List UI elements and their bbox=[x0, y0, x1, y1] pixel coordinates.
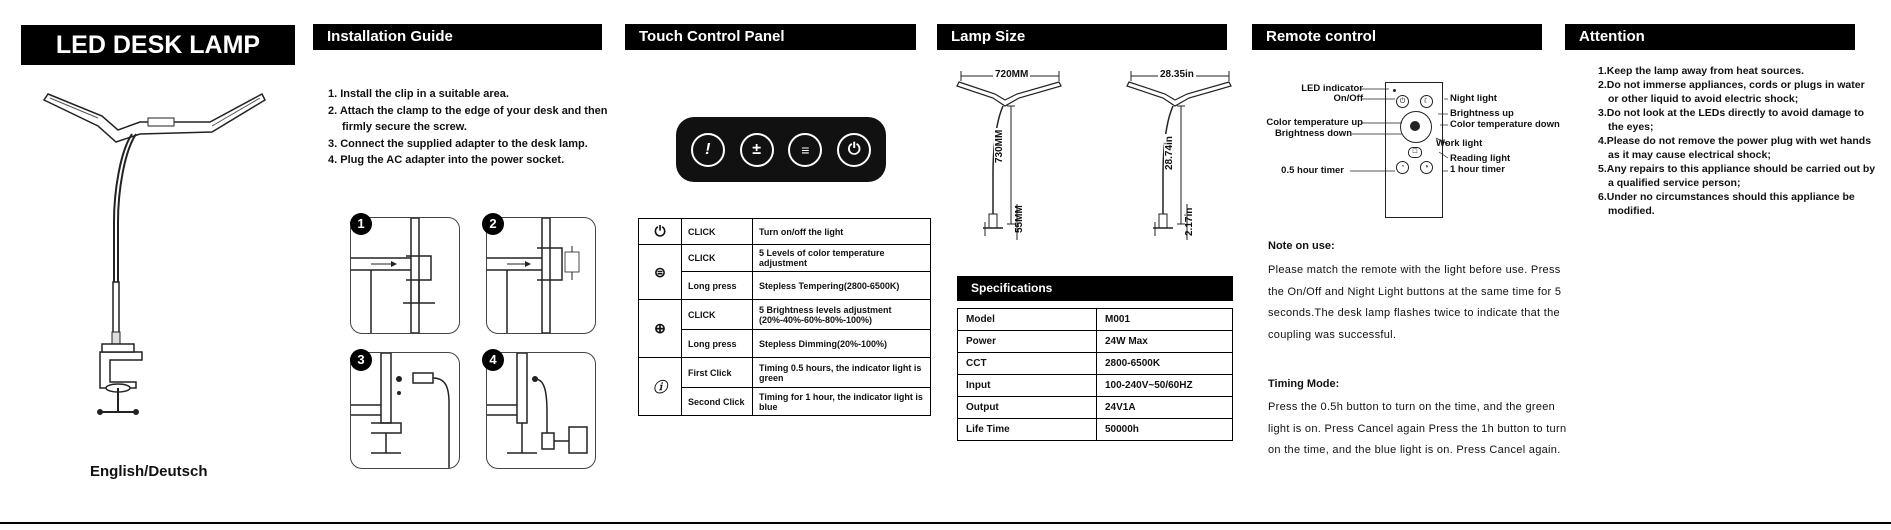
power-icon: ⏻ bbox=[1396, 95, 1409, 108]
language-label: English/Deutsch bbox=[90, 463, 208, 480]
brightness-icon: ± bbox=[740, 133, 774, 167]
imperial-width-label: 28.35in bbox=[1160, 69, 1194, 80]
one-hour-timer-label: 1 hour timer bbox=[1450, 164, 1505, 175]
clamp-tighten-drawing bbox=[487, 218, 595, 333]
product-title-banner bbox=[21, 25, 295, 65]
power-icon: ⏻ bbox=[654, 223, 666, 239]
metric-width-label: 720MM bbox=[995, 69, 1029, 80]
figure-number-2: 2 bbox=[482, 213, 504, 235]
attention-item: 3.Do not look at the LEDs directly to avoid damage to the eyes; bbox=[1598, 107, 1865, 133]
night-light-icon: ☾ bbox=[1420, 95, 1433, 108]
brightness-icon-cell bbox=[639, 300, 682, 358]
desk-lamp-illustration bbox=[40, 82, 270, 427]
figure-number-3: 3 bbox=[350, 349, 372, 371]
action-cell: Long press bbox=[682, 272, 753, 300]
brightness-icon: ⊕ bbox=[654, 320, 666, 336]
action-cell: Long press bbox=[682, 330, 753, 358]
action-cell: CLICK bbox=[682, 219, 753, 245]
description-cell: Turn on/off the light bbox=[753, 219, 931, 245]
installation-step: 1. Install the clip in a suitable area. bbox=[328, 88, 509, 100]
spec-label: CCT bbox=[958, 353, 1097, 375]
brightness-down-label: Brightness down bbox=[1274, 128, 1352, 139]
power-icon-cell bbox=[639, 219, 682, 245]
note-text: Please match the remote with the light before use. Press the On/Off and Night Light buttons at the same time for 5 seconds.The desk lamp flashes twice to indicate that the coupling was successful. bbox=[1268, 264, 1562, 341]
color-temperature-icon-cell bbox=[639, 245, 682, 300]
description-cell: 5 Brightness levels adjustment (20%-40%-60%-80%-100%) bbox=[753, 300, 931, 330]
action-cell: Second Click bbox=[682, 388, 753, 416]
color-temp-up-label: Color temperature up bbox=[1266, 117, 1363, 128]
attention-item: 5.Any repairs to this appliance should be carried out by a qualified service person; bbox=[1598, 163, 1876, 189]
one-hour-timer-icon: ◑ bbox=[1420, 161, 1433, 174]
remote-control-heading: Remote control bbox=[1252, 24, 1542, 50]
installation-steps bbox=[328, 86, 618, 169]
install-figure-2 bbox=[486, 217, 596, 334]
spec-value: M001 bbox=[1097, 309, 1233, 331]
spec-label: Output bbox=[958, 397, 1097, 419]
spec-label: Model bbox=[958, 309, 1097, 331]
note-heading: Note on use: bbox=[1268, 240, 1335, 252]
color-temperature-icon: ≡ bbox=[788, 133, 822, 167]
imperial-base-label: 2.17in bbox=[1184, 207, 1195, 236]
attention-item: 6.Under no circumstances should this appliance be modified. bbox=[1598, 191, 1855, 217]
timer-icon: ! bbox=[691, 133, 725, 167]
imperial-height-label: 28.74in bbox=[1164, 136, 1175, 170]
install-figure-1 bbox=[350, 217, 460, 334]
installation-step: 4. Plug the AC adapter into the power socket. bbox=[328, 154, 565, 166]
spec-value: 24W Max bbox=[1097, 331, 1233, 353]
spec-label: Input bbox=[958, 375, 1097, 397]
description-cell: Stepless Dimming(20%-100%) bbox=[753, 330, 931, 358]
attention-item: 4.Please do not remove the power plug with wet hands as it may cause electrical shock; bbox=[1598, 135, 1872, 161]
product-title: LED DESK LAMP bbox=[55, 31, 261, 59]
spec-value: 24V1A bbox=[1097, 397, 1233, 419]
touch-panel-device bbox=[676, 117, 886, 182]
timing-text: Press the 0.5h button to turn on the time, and the green light is on. Press Cancel again Press the 1h button to turn on the time, and the blue light is on. Press Cancel again. bbox=[1268, 401, 1567, 456]
specifications-table bbox=[957, 308, 1233, 441]
action-cell: First Click bbox=[682, 358, 753, 388]
half-hour-timer-label: 0.5 hour timer bbox=[1281, 165, 1344, 176]
touch-control-table bbox=[638, 218, 931, 416]
half-hour-timer-icon: ◔ bbox=[1396, 161, 1409, 174]
install-figure-4 bbox=[486, 352, 596, 469]
color-temp-down-label: Color temperature down bbox=[1450, 119, 1560, 130]
install-figure-3 bbox=[350, 352, 460, 469]
work-light-label: Work light bbox=[1436, 138, 1483, 149]
timer-icon: ⓘ bbox=[653, 378, 667, 395]
bottom-divider bbox=[0, 522, 1891, 524]
description-cell: 5 Levels of color temperature adjustment bbox=[753, 245, 931, 272]
metric-base-label: 55MM bbox=[1014, 205, 1025, 233]
action-cell: CLICK bbox=[682, 300, 753, 330]
figure-number-1: 1 bbox=[350, 213, 372, 235]
reading-light-icon: ☐ bbox=[1408, 147, 1422, 158]
clamp-attach-drawing bbox=[351, 218, 459, 333]
metric-height-label: 730MM bbox=[994, 129, 1005, 163]
led-indicator-label: LED indicator bbox=[1301, 83, 1363, 94]
power-plug-drawing bbox=[487, 353, 595, 468]
action-cell: CLICK bbox=[682, 245, 753, 272]
attention-item: 2.Do not immerse appliances, cords or plugs in water or other liquid to avoid electric shock; bbox=[1598, 79, 1865, 105]
attention-item: 1.Keep the lamp away from heat sources. bbox=[1598, 65, 1804, 77]
spec-value: 100-240V~50/60HZ bbox=[1097, 375, 1233, 397]
figure-number-4: 4 bbox=[482, 349, 504, 371]
power-icon: ⏻ bbox=[837, 133, 871, 167]
description-cell: Timing 0.5 hours, the indicator light is green bbox=[753, 358, 931, 388]
attention-list bbox=[1598, 64, 1878, 218]
installation-step: 3. Connect the supplied adapter to the desk lamp. bbox=[328, 137, 588, 150]
color-temperature-icon: ⊜ bbox=[654, 263, 666, 280]
installation-guide-heading: Installation Guide bbox=[313, 24, 602, 50]
timing-heading: Timing Mode: bbox=[1268, 378, 1340, 390]
description-cell: Timing for 1 hour, the indicator light is blue bbox=[753, 388, 931, 416]
timer-icon-cell bbox=[639, 358, 682, 416]
touch-control-heading: Touch Control Panel bbox=[625, 24, 916, 50]
reading-light-label: Reading light bbox=[1450, 153, 1511, 164]
spec-value: 2800-6500K bbox=[1097, 353, 1233, 375]
attention-heading: Attention bbox=[1565, 24, 1855, 50]
brightness-up-label: Brightness up bbox=[1450, 108, 1514, 119]
night-light-label: Night light bbox=[1450, 93, 1497, 104]
adapter-connect-drawing bbox=[351, 353, 459, 468]
spec-label: Power bbox=[958, 331, 1097, 353]
specifications-heading: Specifications bbox=[957, 276, 1233, 301]
spec-label: Life Time bbox=[958, 419, 1097, 441]
spec-value: 50000h bbox=[1097, 419, 1233, 441]
installation-step: 2. Attach the clamp to the edge of your desk and then firmly secure the screw. bbox=[328, 104, 608, 133]
lamp-size-heading: Lamp Size bbox=[937, 24, 1227, 50]
on-off-label: On/Off bbox=[1333, 93, 1363, 104]
description-cell: Stepless Tempering(2800-6500K) bbox=[753, 272, 931, 300]
